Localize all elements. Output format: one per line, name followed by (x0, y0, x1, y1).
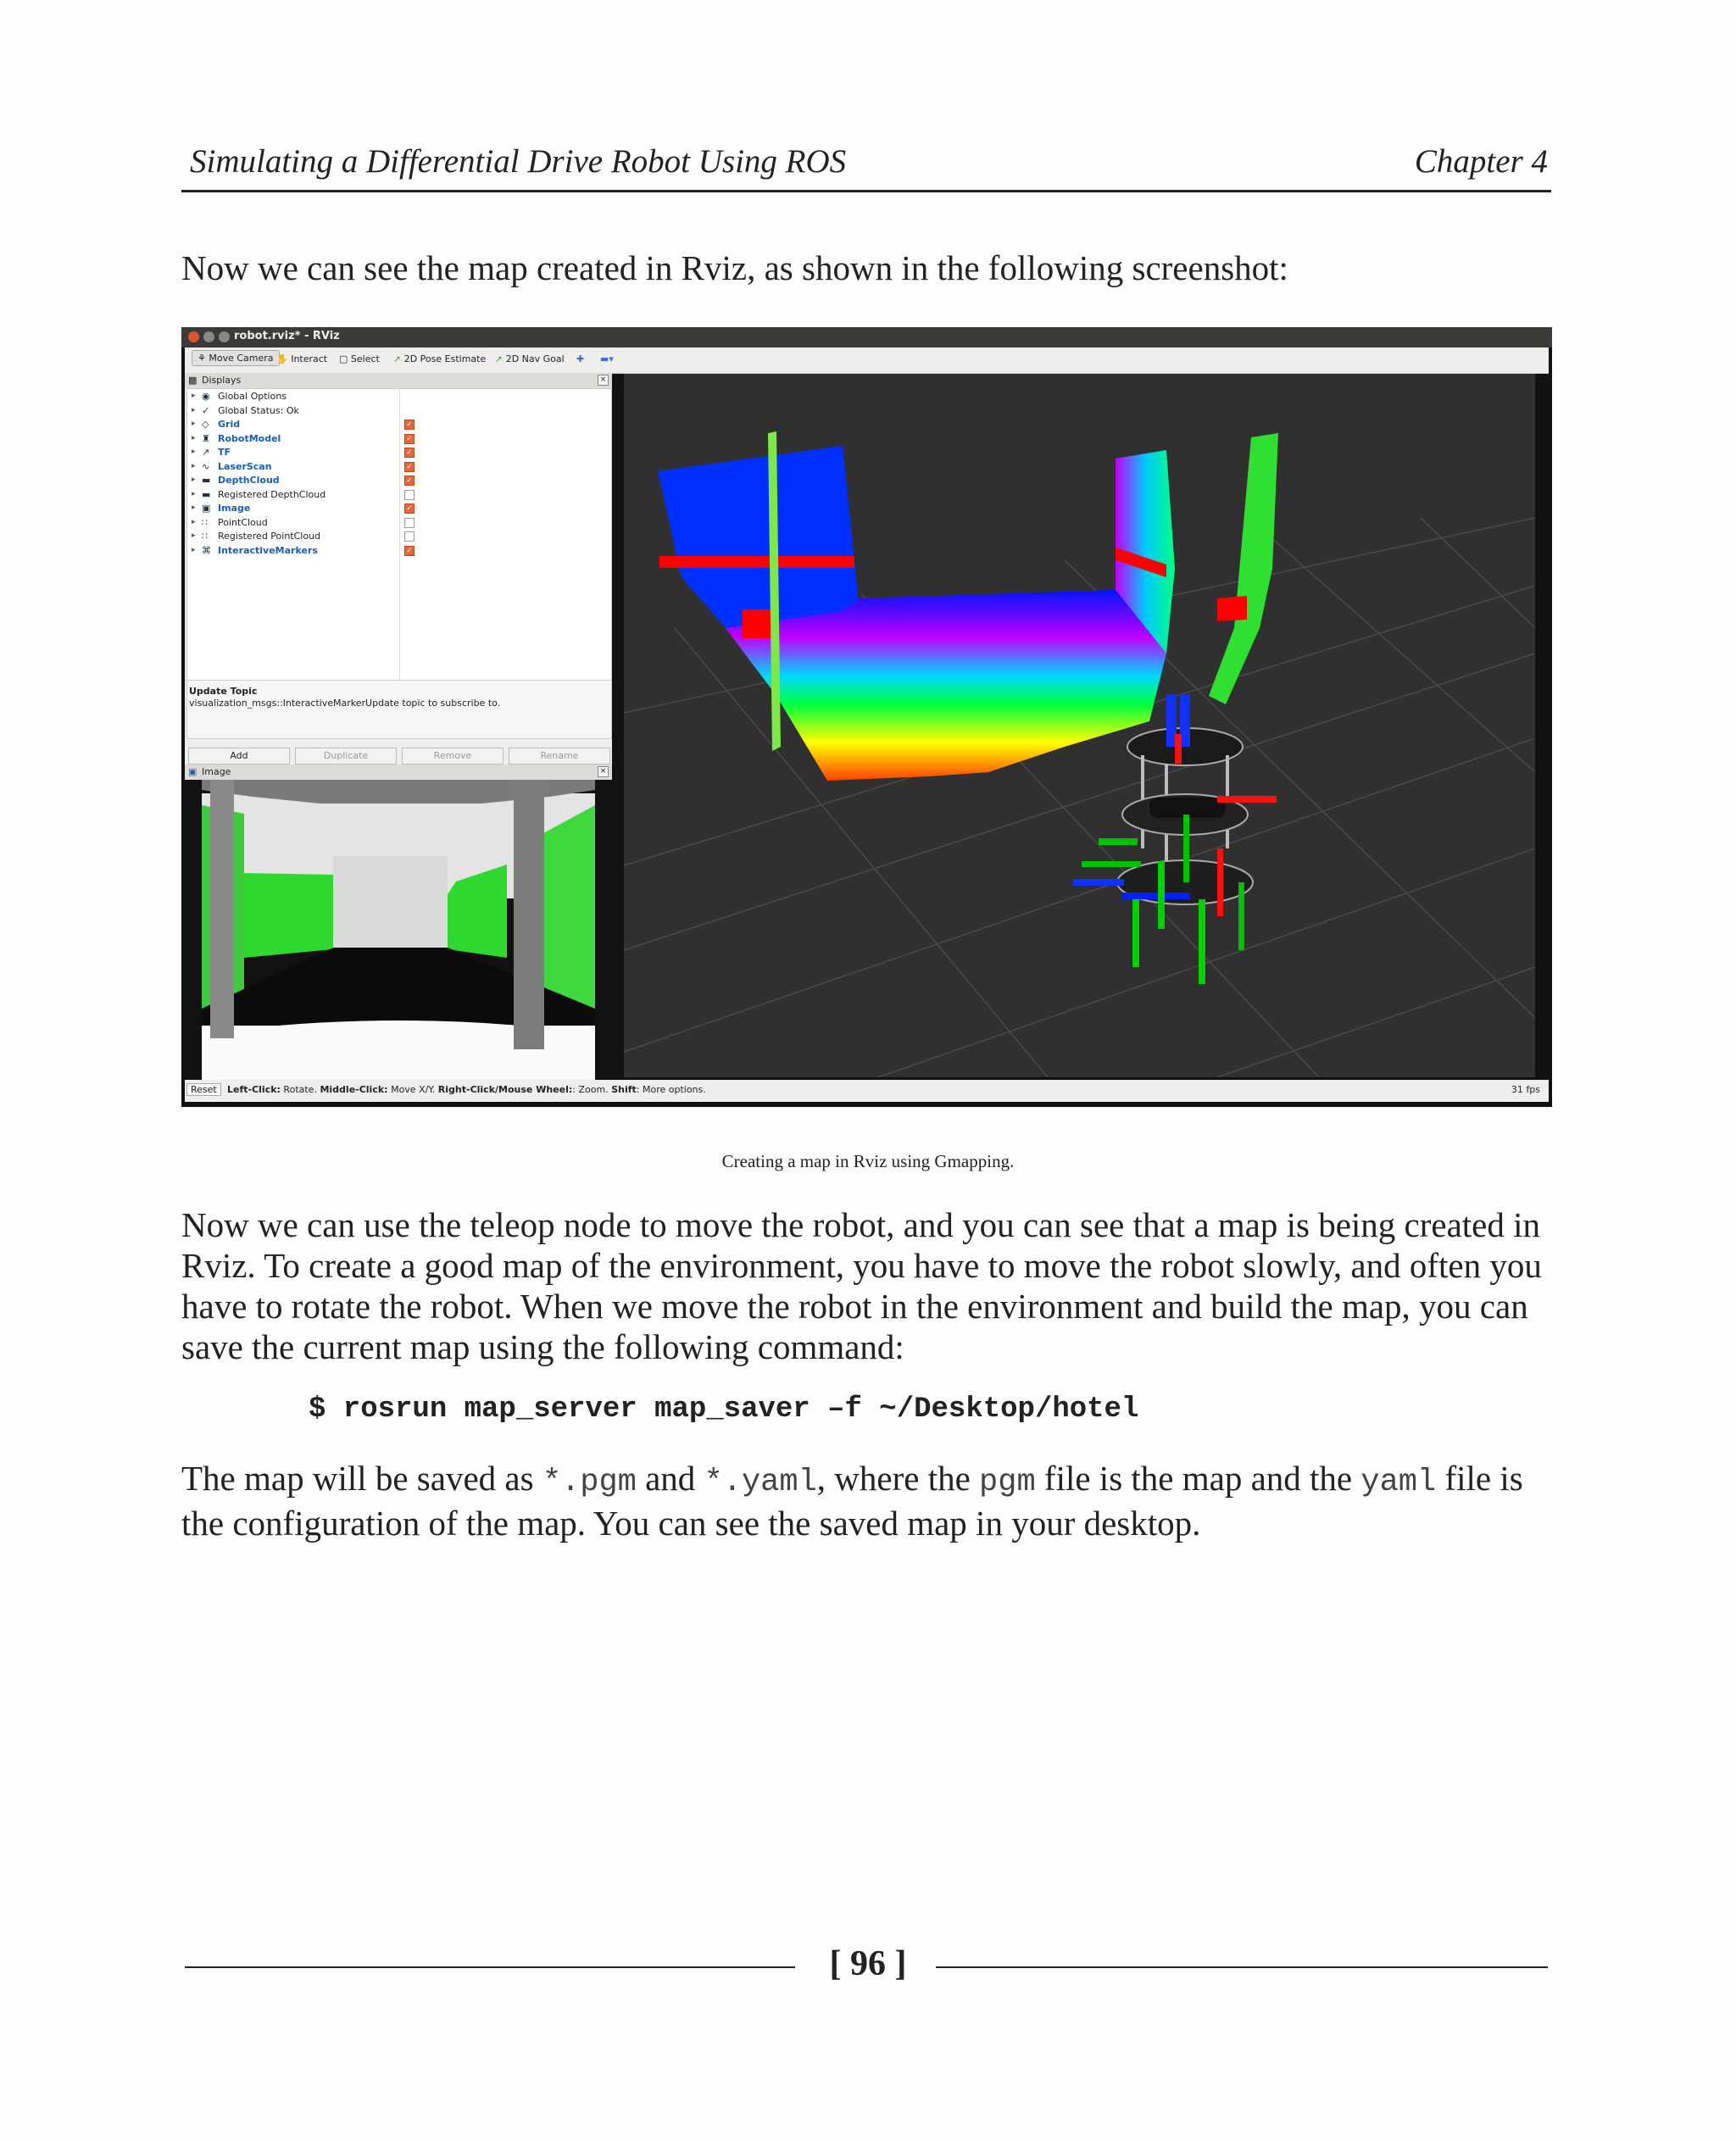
laser-scan-left (659, 556, 854, 568)
robot-icon: ♜ (202, 432, 210, 444)
expand-arrow-icon[interactable]: ▸ (192, 545, 196, 554)
help-key: Shift (611, 1084, 637, 1095)
image-icon: ▣ (202, 503, 211, 514)
text-run: , where the (816, 1459, 980, 1498)
display-enabled-checkbox[interactable] (404, 490, 415, 500)
left-dock (185, 373, 612, 1092)
display-enabled-checkbox[interactable]: ✓ (404, 475, 415, 486)
display-enabled-checkbox[interactable]: ✓ (404, 503, 415, 514)
expand-arrow-icon[interactable]: ▸ (192, 461, 196, 470)
code-pgm-glob: *.pgm (542, 1465, 637, 1500)
displays-title: Displays (202, 375, 242, 386)
help-action: Rotate. (280, 1084, 320, 1095)
expand-arrow-icon[interactable]: ▸ (192, 503, 196, 512)
pose-estimate-label: 2D Pose Estimate (403, 353, 487, 364)
map-wall-far-right (1209, 433, 1278, 704)
code-yaml: yaml (1360, 1465, 1437, 1500)
text-run: file is the map and the (1035, 1459, 1361, 1498)
update-topic-description: visualization_msgs::InteractiveMarkerUpdate topic to subscribe to. (189, 698, 501, 709)
laser-icon: ∿ (202, 460, 210, 472)
status-bar (185, 1080, 1549, 1102)
displays-tree (186, 388, 612, 681)
display-label: Registered DepthCloud (218, 488, 326, 500)
camera-image-view (185, 780, 612, 1092)
rviz-screenshot (181, 327, 1552, 1107)
interact-button[interactable]: ✋ Interact (276, 353, 328, 364)
pose-estimate-button[interactable]: ➚ 2D Pose Estimate (393, 353, 487, 364)
header-rule (181, 190, 1551, 192)
close-image-panel-icon[interactable]: × (598, 766, 609, 777)
reset-button[interactable]: Reset (186, 1083, 221, 1096)
fps-counter: 31 fps (1511, 1084, 1540, 1095)
add-tool-plus-icon[interactable]: ✚ (576, 353, 585, 364)
image-icon: ▣ (188, 766, 198, 777)
running-header-title: Simulating a Differential Drive Robot Using ROS (190, 143, 847, 180)
expand-arrow-icon[interactable]: ▸ (192, 475, 196, 484)
map-wall-left (658, 446, 860, 628)
nav-goal-button[interactable]: ➚ 2D Nav Goal (495, 353, 565, 364)
display-label: Image (218, 503, 251, 514)
nav-goal-label: 2D Nav Goal (505, 353, 565, 364)
tree-column-divider (399, 389, 400, 681)
help-action: Move X/Y. (387, 1084, 438, 1095)
help-key: Left-Click: (227, 1084, 281, 1095)
display-label: Registered PointCloud (218, 531, 321, 542)
status-help-text (227, 1084, 706, 1095)
figure-caption: Creating a map in Rviz using Gmapping. (721, 1151, 1015, 1171)
interact-label: Interact (291, 353, 328, 364)
display-label: Global Options (218, 391, 287, 402)
image-panel-header (185, 765, 612, 780)
display-label: Grid (218, 419, 241, 430)
update-topic-title: Update Topic (189, 686, 258, 697)
display-enabled-checkbox[interactable] (404, 518, 415, 528)
laser-scan-marker (743, 609, 773, 638)
select-button[interactable]: ▢ Select (339, 353, 380, 364)
monitor-icon: ▩ (188, 375, 198, 386)
select-label: Select (350, 353, 380, 364)
close-window-icon[interactable] (188, 331, 199, 342)
display-enabled-checkbox[interactable]: ✓ (404, 420, 415, 430)
camera-image (185, 780, 612, 1092)
depth-icon: ▬ (202, 488, 211, 500)
text-run: and (636, 1459, 704, 1498)
image-panel-title: Image (202, 766, 231, 777)
grid-icon: ◇ (202, 419, 209, 430)
rename-display-button[interactable]: Rename (509, 748, 610, 765)
map-floor-gradient (726, 590, 1166, 781)
3d-render-view[interactable] (624, 374, 1535, 1077)
text-run: file is the configuration of the map. You can see the saved map in your desktop. (181, 1459, 1523, 1543)
expand-arrow-icon[interactable]: ▸ (192, 420, 196, 428)
display-label: PointCloud (218, 516, 268, 528)
points-icon: ∷ (202, 531, 208, 542)
help-action: : Zoom. (572, 1084, 612, 1095)
tf-icon: ↗ (202, 447, 210, 458)
add-display-button[interactable]: Add (188, 748, 290, 765)
display-label: DepthCloud (218, 475, 280, 486)
display-enabled-checkbox[interactable]: ✓ (404, 546, 415, 556)
text-run: The map will be saved as (181, 1459, 542, 1498)
page-number (0, 1944, 1736, 1984)
remove-display-button[interactable]: Remove (402, 748, 504, 765)
code-yaml-glob: *.yaml (704, 1465, 817, 1500)
marker-icon: ⌘ (202, 544, 211, 556)
display-label: LaserScan (218, 460, 272, 472)
display-label: RobotModel (218, 432, 281, 444)
rviz-toolbar (185, 348, 1549, 374)
expand-arrow-icon[interactable]: ▸ (192, 531, 196, 540)
display-enabled-checkbox[interactable] (404, 531, 415, 542)
points-icon: ∷ (202, 516, 208, 528)
close-panel-icon[interactable]: × (598, 375, 609, 386)
teleop-paragraph: Now we can use the teleop node to move the robot, and you can see that a map is being created in Rviz. To create a good map of the environment, you have to move the robot slowly, and often you have to rotate the robot. When we move the robot in the environment and build the map, you can save the current map using the following command: (181, 1205, 1542, 1366)
help-key: Right-Click/Mouse Wheel: (437, 1084, 573, 1095)
expand-arrow-icon[interactable]: ▸ (192, 433, 196, 442)
check-icon: ✓ (202, 404, 210, 416)
move-camera-label: Move Camera (209, 353, 274, 364)
move-camera-button[interactable]: ⚘ Move Camera (192, 350, 280, 366)
display-enabled-checkbox[interactable]: ✓ (404, 462, 415, 472)
running-header-chapter: Chapter 4 (1414, 143, 1548, 180)
display-label: TF (218, 447, 231, 458)
globe-icon: ◉ (202, 391, 210, 402)
robot-model (1073, 694, 1277, 984)
remove-tool-minus-icon[interactable]: ▬▾ (600, 353, 614, 364)
update-topic-help (186, 680, 612, 739)
help-action: : More options. (636, 1084, 706, 1095)
depth-icon: ▬ (202, 475, 211, 486)
window-titlebar (181, 327, 1552, 348)
intro-paragraph: Now we can see the map created in Rviz, as shown in the following screenshot: (181, 248, 1288, 287)
maximize-window-icon[interactable] (219, 331, 230, 342)
displays-panel-header (185, 373, 612, 388)
expand-arrow-icon[interactable]: ▸ (192, 405, 196, 414)
duplicate-display-button[interactable]: Duplicate (295, 748, 397, 765)
laser-scan-far-right (1217, 596, 1247, 621)
expand-arrow-icon[interactable]: ▸ (192, 489, 196, 498)
expand-arrow-icon[interactable]: ▸ (192, 392, 196, 400)
map-3d-render (624, 374, 1535, 1077)
window-title: robot.rviz* - RViz (234, 330, 340, 342)
code-pgm: pgm (979, 1465, 1036, 1500)
expand-arrow-icon[interactable]: ▸ (192, 517, 196, 526)
saved-map-paragraph (181, 1458, 1551, 1543)
display-enabled-checkbox[interactable]: ✓ (404, 448, 415, 458)
display-label: InteractiveMarkers (218, 544, 318, 556)
map-saver-command: $ rosrun map_server map_saver –f ~/Desktop/hotel (309, 1393, 1139, 1426)
page-number-text: [ 96 ] (806, 1944, 931, 1983)
expand-arrow-icon[interactable]: ▸ (192, 448, 196, 456)
help-key: Middle-Click: (320, 1084, 388, 1095)
minimize-window-icon[interactable] (203, 331, 214, 342)
display-enabled-checkbox[interactable]: ✓ (404, 434, 415, 444)
display-label: Global Status: Ok (218, 404, 299, 416)
